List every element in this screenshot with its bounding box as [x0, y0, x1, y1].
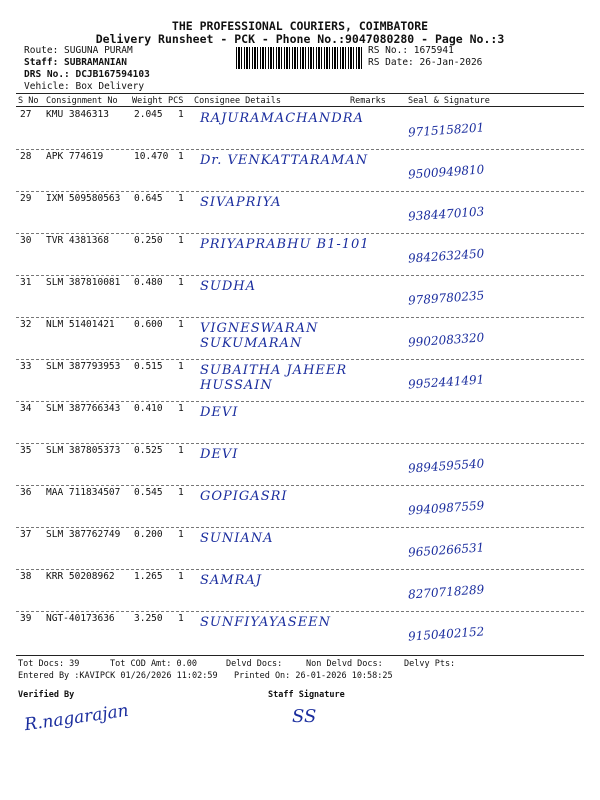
row-sno: 29 [20, 193, 32, 204]
col-remarks: Remarks [350, 96, 386, 106]
row-weight: 2.045 [134, 109, 163, 120]
verifier-signature: R.nagarajan [23, 700, 130, 736]
vehicle-label: Vehicle: Box Delivery [24, 81, 145, 92]
row-consignee-handwritten: SUBAITHA JAHEER HUSSAIN [200, 363, 348, 393]
row-separator [16, 317, 584, 318]
row-separator [16, 527, 584, 528]
row-seal-signature: 9940987559 [407, 498, 485, 518]
row-pcs: 1 [178, 319, 184, 330]
row-consignment-no: SLM 387810081 [46, 277, 121, 288]
row-pcs: 1 [178, 235, 184, 246]
row-separator [16, 401, 584, 402]
total-cod: Tot COD Amt: 0.00 [110, 659, 197, 669]
row-weight: 0.410 [134, 403, 163, 414]
row-consignee-handwritten: DEVI [200, 447, 239, 462]
row-separator [16, 191, 584, 192]
row-seal-signature: 8270718289 [407, 582, 485, 602]
barcode [236, 47, 362, 69]
staff-signature: SS [292, 706, 317, 727]
row-sno: 35 [20, 445, 32, 456]
row-seal-signature: 9650266531 [407, 540, 485, 560]
row-seal-signature: 9715158201 [407, 120, 485, 140]
row-seal-signature: 9384470103 [407, 204, 485, 224]
row-sno: 37 [20, 529, 32, 540]
row-seal-signature: 9842632450 [407, 246, 485, 266]
col-sno: S No [18, 96, 39, 106]
row-pcs: 1 [178, 571, 184, 582]
row-weight: 0.545 [134, 487, 163, 498]
non-delivered-docs: Non Delvd Docs: [306, 659, 383, 669]
row-consignee-handwritten: SUDHA [200, 279, 257, 294]
row-separator [16, 359, 584, 360]
row-consignee-handwritten: SIVAPRIYA [200, 195, 282, 210]
drs-label: DRS No.: DCJB167594103 [24, 69, 150, 80]
row-consignee-handwritten: SAMRAJ [200, 573, 262, 588]
row-separator [16, 233, 584, 234]
row-pcs: 1 [178, 487, 184, 498]
row-consignee-handwritten: PRIYAPRABHU B1-101 [200, 237, 370, 252]
row-consignment-no: NLM 51401421 [46, 319, 115, 330]
row-pcs: 1 [178, 403, 184, 414]
row-consignment-no: NGT-40173636 [46, 613, 115, 624]
row-pcs: 1 [178, 613, 184, 624]
row-separator [16, 569, 584, 570]
row-separator [16, 485, 584, 486]
row-sno: 36 [20, 487, 32, 498]
row-consignment-no: SLM 387805373 [46, 445, 121, 456]
row-sno: 31 [20, 277, 32, 288]
row-seal-signature: 9952441491 [407, 372, 485, 392]
row-separator [16, 611, 584, 612]
row-consignment-no: TVR 4381368 [46, 235, 109, 246]
row-separator [16, 275, 584, 276]
row-consignment-no: SLM 387766343 [46, 403, 121, 414]
header-bottom-rule [16, 106, 584, 107]
col-seal: Seal & Signature [408, 96, 490, 106]
row-weight: 1.265 [134, 571, 163, 582]
total-docs: Tot Docs: 39 [18, 659, 80, 669]
row-weight: 3.250 [134, 613, 163, 624]
row-consignment-no: IXM 509580563 [46, 193, 121, 204]
delivered-docs: Delvd Docs: [226, 659, 283, 669]
row-sno: 34 [20, 403, 32, 414]
row-consignment-no: KRR 50208962 [46, 571, 115, 582]
staff-label: Staff: SUBRAMANIAN [24, 57, 127, 68]
entered-by: Entered By :KAVIPCK 01/26/2026 11:02:59 [18, 671, 218, 681]
row-sno: 32 [20, 319, 32, 330]
row-pcs: 1 [178, 109, 184, 120]
row-consignee-handwritten: SUNFIYAYASEEN [200, 615, 332, 630]
row-seal-signature: 9500949810 [407, 162, 485, 182]
row-weight: 0.645 [134, 193, 163, 204]
row-sno: 33 [20, 361, 32, 372]
header-top-rule [16, 93, 584, 94]
row-consignment-no: SLM 387793953 [46, 361, 121, 372]
staff-signature-label: Staff Signature [268, 690, 345, 700]
row-pcs: 1 [178, 529, 184, 540]
row-consignment-no: KMU 3846313 [46, 109, 109, 120]
row-sno: 28 [20, 151, 32, 162]
col-consignee: Consignee Details [194, 96, 281, 106]
row-consignee-handwritten: Dr. VENKATTARAMAN [200, 153, 369, 168]
row-consignment-no: MAA 711834507 [46, 487, 121, 498]
row-sno: 27 [20, 109, 32, 120]
row-pcs: 1 [178, 151, 184, 162]
row-sno: 38 [20, 571, 32, 582]
row-seal-signature: 9894595540 [407, 456, 485, 476]
col-weight: Weight [132, 96, 163, 106]
row-pcs: 1 [178, 193, 184, 204]
row-consignee-handwritten: GOPIGASRI [200, 489, 288, 504]
row-weight: 0.515 [134, 361, 163, 372]
row-pcs: 1 [178, 445, 184, 456]
row-consignment-no: SLM 387762749 [46, 529, 121, 540]
col-pcs: PCS [168, 96, 184, 106]
row-sno: 30 [20, 235, 32, 246]
row-consignee-handwritten: VIGNESWARAN SUKUMARAN [200, 321, 319, 351]
printed-on: Printed On: 26-01-2026 10:58:25 [234, 671, 393, 681]
runsheet-subtitle: Delivery Runsheet - PCK - Phone No.:9047080280 - Page No.:3 [95, 32, 505, 46]
col-consignment: Consignment No [46, 96, 118, 106]
row-consignee-handwritten: DEVI [200, 405, 239, 420]
row-weight: 0.600 [134, 319, 163, 330]
row-consignment-no: APK 774619 [46, 151, 104, 162]
verified-by-label: Verified By [18, 690, 75, 700]
row-consignee-handwritten: SUNIANA [200, 531, 274, 546]
row-pcs: 1 [178, 277, 184, 288]
row-weight: 0.250 [134, 235, 163, 246]
row-weight: 0.525 [134, 445, 163, 456]
route-label: Route: SUGUNA PURAM [24, 45, 133, 56]
row-seal-signature: 9150402152 [407, 624, 485, 644]
row-pcs: 1 [178, 361, 184, 372]
row-separator [16, 443, 584, 444]
row-weight: 10.470 [134, 151, 169, 162]
row-weight: 0.200 [134, 529, 163, 540]
row-seal-signature: 9902083320 [407, 330, 485, 350]
delivery-points: Delvy Pts: [404, 659, 456, 669]
row-separator [16, 149, 584, 150]
row-consignee-handwritten: RAJURAMACHANDRA [200, 111, 364, 126]
rs-number: RS No.: 1675941 [368, 45, 454, 56]
rs-date: RS Date: 26-Jan-2026 [368, 57, 483, 68]
row-sno: 39 [20, 613, 32, 624]
row-seal-signature: 9789780235 [407, 288, 485, 308]
footer-rule [16, 655, 584, 656]
row-weight: 0.480 [134, 277, 163, 288]
company-title: THE PROFESSIONAL COURIERS, COIMBATORE [171, 19, 429, 33]
